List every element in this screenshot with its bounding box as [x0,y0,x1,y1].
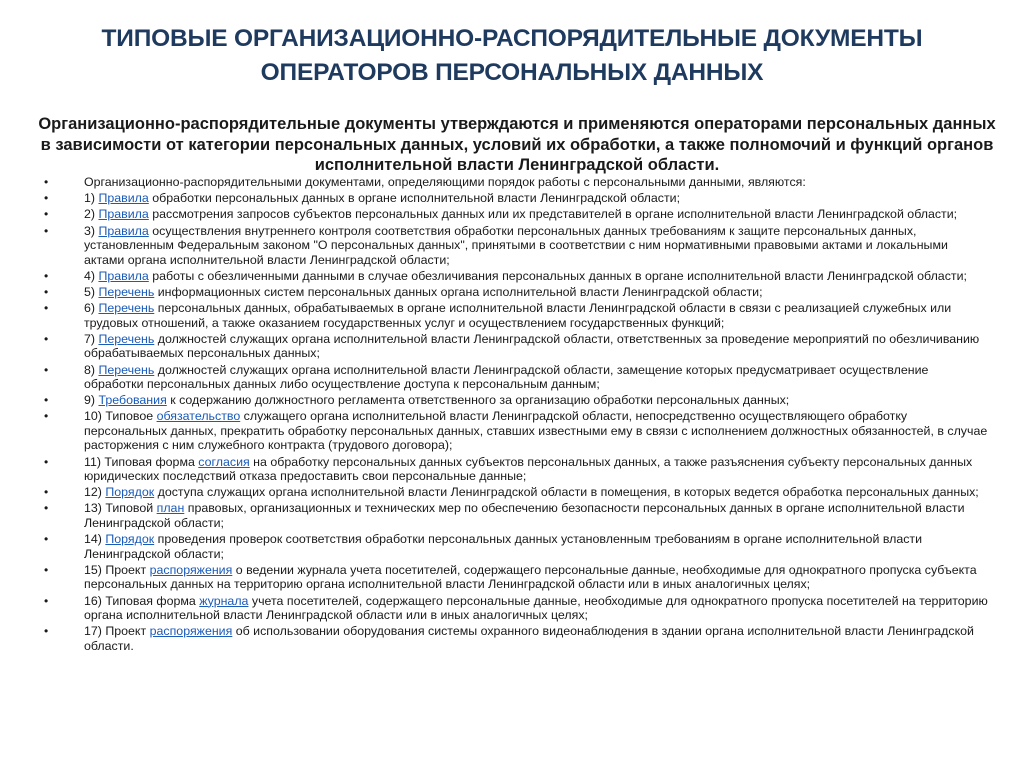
item-text: информационных систем персональных данных органа исполнительной власти Ленинградской области; [154,284,763,299]
document-link[interactable]: Перечень [98,284,155,299]
list-item [44,191,988,206]
item-text: рассмотрения запросов субъектов персональных данных или их представителей в органе исполнительной власти Ленинградской области; [148,207,958,222]
bullet-icon: • [44,624,49,639]
bullet-icon: • [44,268,49,283]
item-text: обработки персональных данных в органе исполнительной власти Ленинградской области; [148,191,681,206]
list-item [44,301,988,330]
item-prefix: 3) [84,223,99,238]
document-link[interactable]: журнала [199,593,249,608]
bullet-icon: • [44,501,49,516]
bullet-icon: • [44,485,49,500]
item-prefix: 4) [84,268,99,283]
list-item [44,594,988,623]
item-prefix: 15) Проект [84,562,150,577]
item-prefix: 6) [84,301,99,316]
item-text: должностей служащих органа исполнительной власти Ленинградской области, ответственных за проведение мероприятий по обезличиванию обрабатываемых персональных данных; [84,331,980,361]
item-text: служащего органа исполнительной власти Ленинградской области, непосредственно осуществляющего обработку персональных данных, прекратить обработку персональных данных, ставших известными ему в связи с исполнением должностных обязанностей, в случае расторжения с ним служебного контракта (трудового договора); [84,409,988,453]
list-item [44,409,988,453]
document-link[interactable]: распоряжения [149,624,233,639]
bullet-icon: • [44,223,49,238]
bullet-icon: • [44,191,49,206]
bullet-icon: • [44,301,49,316]
document-link[interactable]: распоряжения [149,562,233,577]
list-item [44,285,988,300]
item-text: персональных данных, обрабатываемых в органе исполнительной власти Ленинградской области в связи с реализацией служебных или трудовых отношений, а также оказанием государственных услуг и осуществлением государственных функций; [84,301,952,330]
item-prefix: Организационно-распорядительными документами, определяющими порядок работы с персональными данными, являются: [84,175,806,189]
document-link[interactable]: Перечень [98,301,155,316]
list-item [44,332,988,361]
document-link[interactable]: согласия [198,454,250,469]
item-prefix: 11) Типовая форма [84,454,199,469]
document-list [44,175,988,655]
document-link[interactable]: Перечень [98,362,155,377]
bullet-icon: • [44,284,49,299]
bullet-icon: • [44,593,49,608]
item-text: об использовании оборудования системы охранного видеонаблюдения в здании органа исполнительной власти Ленинградской области. [84,624,974,653]
bullet-icon: • [44,362,49,377]
list-item [44,485,988,500]
item-prefix: 16) Типовая форма [84,593,200,608]
slide-subtitle: Организационно-распорядительные документы утверждаются и применяются операторами персональных данных в зависимости от категории персональных данных, условий их обработки, а также полномочий и функций органов исполнительной власти Ленинградской области. [38,115,996,174]
slide-title [40,22,984,90]
item-text: к содержанию должностного регламента ответственного за организацию обработки персональных данных; [166,393,790,408]
item-prefix: 13) Типовой [84,501,157,516]
document-link[interactable]: Требования [98,393,167,408]
item-prefix: 2) [84,207,99,222]
document-link[interactable]: план [156,501,185,516]
list-item [44,563,988,592]
list-item [44,207,988,222]
item-prefix: 10) Типовое [84,409,157,424]
list-item [44,269,988,284]
item-text: осуществления внутреннего контроля соответствия обработки персональных данных требованиям к защите персональных данных, установленным Федеральным законом "О персональных данных", принятыми в соответствии с ним нормативными правовыми актами и локальными актами органа исполнительной власти Ленинградской области; [84,223,948,267]
bullet-icon: • [44,331,49,346]
bullet-icon: • [44,175,49,189]
item-prefix: 9) [84,393,99,408]
list-item [44,393,988,408]
list-item [44,175,988,190]
bullet-icon: • [44,393,49,408]
item-text: проведения проверок соответствия обработки персональных данных установленным требованиям в органе исполнительной власти Ленинградской области; [84,532,923,561]
list-item [44,501,988,530]
item-text: должностей служащих органа исполнительной власти Ленинградской области, замещение которых предусматривает осуществление обработки персональных данных либо осуществление доступа к персональным данным; [84,362,929,391]
document-link[interactable]: Порядок [105,532,155,547]
document-link[interactable]: Правила [98,268,149,283]
item-text: о ведении журнала учета посетителей, содержащего персональные данные, необходимые для однократного пропуска субъекта персональных данных на территорию органа исполнительной власти Ленинградской области или в иных аналогичных целях; [84,562,977,592]
item-text: доступа служащих органа исполнительной власти Ленинградской области в помещения, в которых ведется обработка персональных данных; [154,485,979,500]
list-item [44,363,988,392]
item-text: на обработку персональных данных субъектов персональных данных, а также разъяснения субъекту персональных данных юридических последствий отказа предоставить свои персональные данные; [84,454,973,484]
bullet-icon: • [44,454,49,469]
document-link[interactable]: Правила [98,207,149,222]
item-prefix: 8) [84,362,99,377]
document-link[interactable]: Правила [98,223,149,238]
item-text: учета посетителей, содержащего персональные данные, необходимые для однократного пропуска посетителей на территорию органа исполнительной власти Ленинградской области или в иных аналогичных целях; [84,593,988,622]
bullet-icon: • [44,532,49,547]
list-item [44,532,988,561]
item-prefix: 5) [84,284,99,299]
item-text: правовых, организационных и технических мер по обеспечению безопасности персональных данных в органе исполнительной власти Ленинградской области; [84,501,965,530]
bullet-icon: • [44,207,49,222]
item-text: работы с обезличенными данными в случае обезличивания персональных данных в органе исполнительной власти Ленинградской области; [148,268,967,283]
item-prefix: 7) [84,331,99,346]
bullet-icon: • [44,562,49,577]
item-prefix: 1) [84,191,99,206]
item-prefix: 14) [84,532,106,547]
list-item [44,455,988,484]
list-item [44,224,988,268]
document-link[interactable]: обязательство [156,409,241,424]
list-item [44,624,988,653]
title-line-2: ОПЕРАТОРОВ ПЕРСОНАЛЬНЫХ ДАННЫХ [260,59,764,86]
document-link[interactable]: Порядок [105,485,155,500]
item-prefix: 17) Проект [84,624,150,639]
title-line-1: ТИПОВЫЕ ОРГАНИЗАЦИОННО-РАСПОРЯДИТЕЛЬНЫЕ ДОКУМЕНТЫ [101,25,923,52]
item-prefix: 12) [84,485,106,500]
bullet-icon: • [44,409,49,424]
document-link[interactable]: Перечень [98,331,155,346]
document-link[interactable]: Правила [98,191,149,206]
